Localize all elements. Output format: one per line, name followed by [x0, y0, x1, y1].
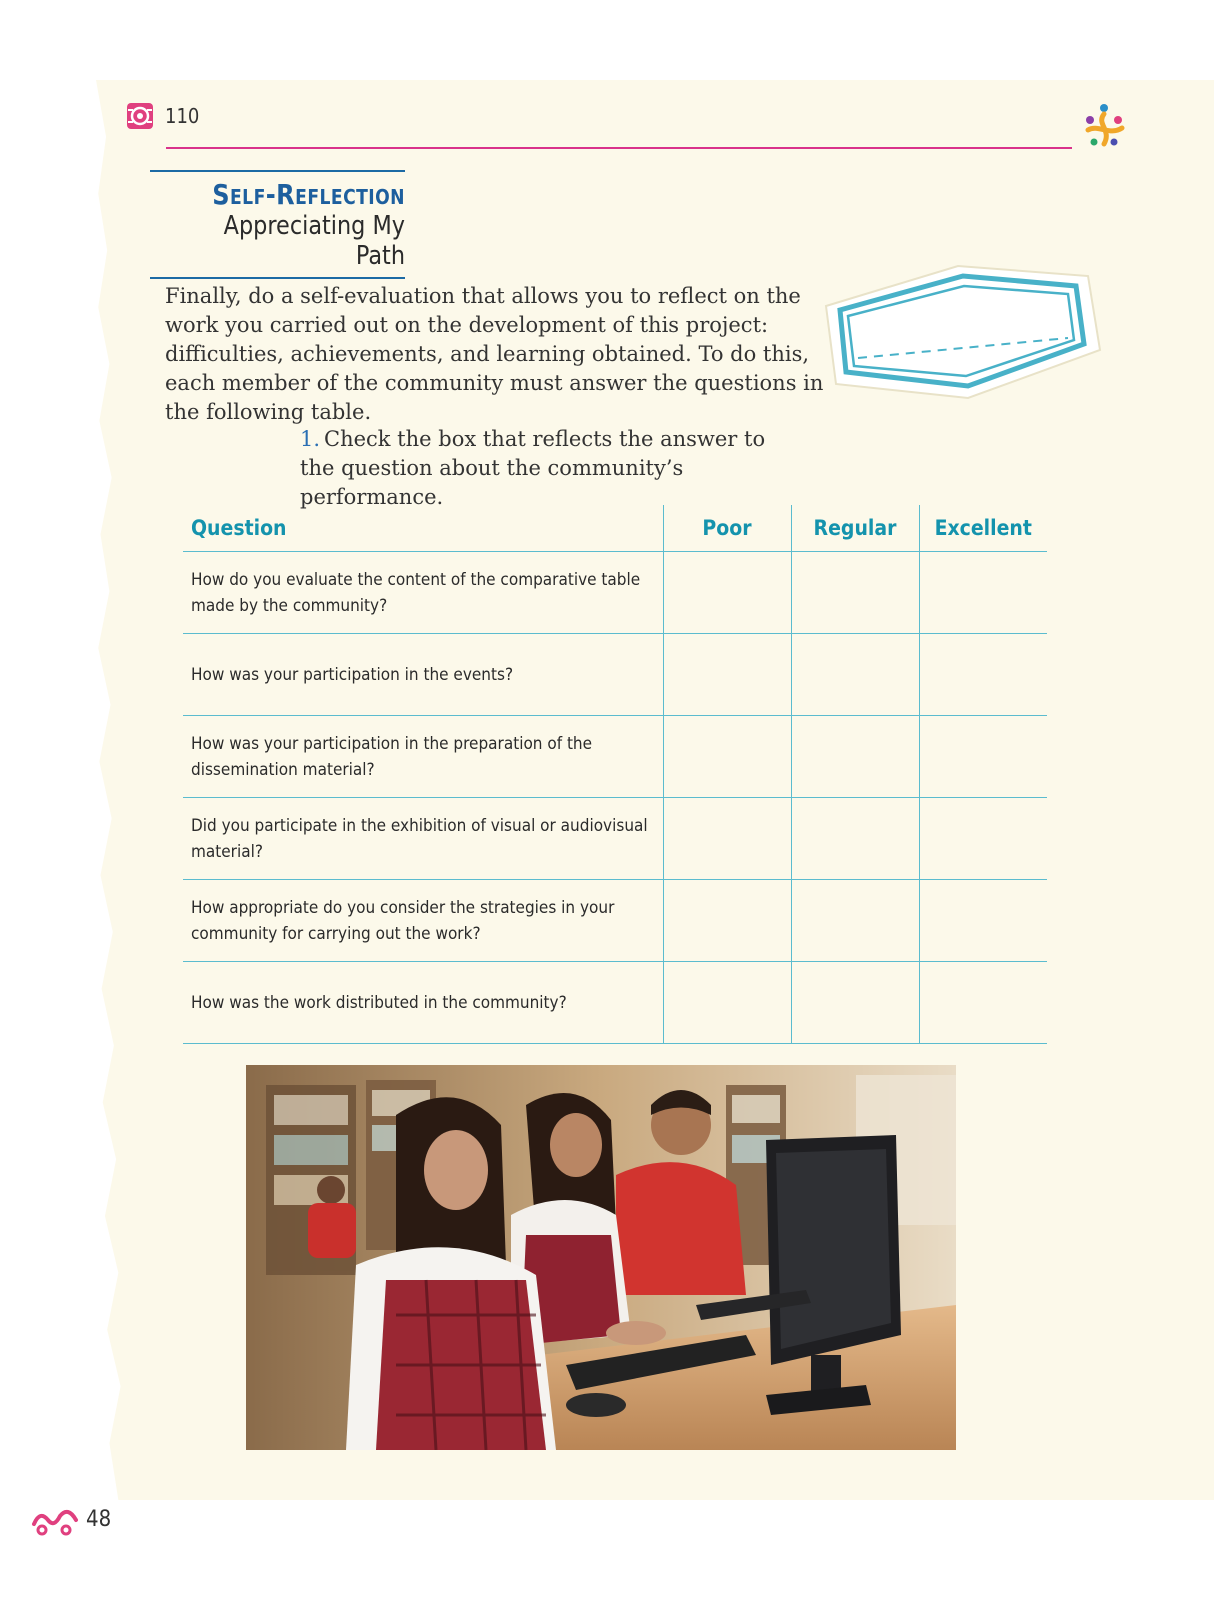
table-row — [183, 716, 1047, 798]
intro-paragraph: Finally, do a self-evaluation that allows you to reflect on the work you carried out on the development of this project: difficulties, achievements, and learning obtained. To do this, each member of the community must answer the questions in the following table. — [165, 284, 824, 424]
table-header-row — [183, 505, 1047, 552]
hexagon-sticker-icon — [818, 258, 1108, 408]
instruction-number: 1. — [300, 427, 321, 451]
header-excellent: Excellent — [919, 505, 1047, 552]
question-cell: How appropriate do you consider the strategies in your community for carrying out the work? — [183, 880, 663, 962]
regular-checkbox-cell[interactable] — [791, 798, 919, 880]
section-title-block — [150, 170, 405, 279]
self-evaluation-table — [183, 505, 1047, 1044]
question-cell: How was your participation in the preparation of the dissemination material? — [183, 716, 663, 798]
footer-ornament-icon — [30, 1506, 80, 1538]
excellent-checkbox-cell[interactable] — [919, 552, 1047, 634]
table-row — [183, 798, 1047, 880]
table-row — [183, 962, 1047, 1044]
header-regular: Regular — [791, 505, 919, 552]
table-row — [183, 552, 1047, 634]
excellent-checkbox-cell[interactable] — [919, 798, 1047, 880]
header-poor: Poor — [663, 505, 791, 552]
students-at-computers-photo — [246, 1065, 956, 1450]
question-cell: How was the work distributed in the community? — [183, 962, 663, 1044]
poor-checkbox-cell[interactable] — [663, 962, 791, 1044]
excellent-checkbox-cell[interactable] — [919, 716, 1047, 798]
question-cell: How was your participation in the events? — [183, 634, 663, 716]
regular-checkbox-cell[interactable] — [791, 716, 919, 798]
poor-checkbox-cell[interactable] — [663, 552, 791, 634]
poor-checkbox-cell[interactable] — [663, 880, 791, 962]
regular-checkbox-cell[interactable] — [791, 880, 919, 962]
poor-checkbox-cell[interactable] — [663, 634, 791, 716]
excellent-checkbox-cell[interactable] — [919, 880, 1047, 962]
page-number: 48 — [86, 1507, 112, 1532]
poor-checkbox-cell[interactable] — [663, 716, 791, 798]
table-row — [183, 634, 1047, 716]
title-top-rule — [150, 170, 405, 172]
title-bottom-rule — [150, 277, 405, 279]
question-cell: How do you evaluate the content of the comparative table made by the community? — [183, 552, 663, 634]
poor-checkbox-cell[interactable] — [663, 798, 791, 880]
regular-checkbox-cell[interactable] — [791, 634, 919, 716]
header-question: Question — [183, 505, 663, 552]
unit-number: 110 — [165, 104, 200, 128]
community-logo-icon — [1078, 100, 1130, 152]
table-row — [183, 880, 1047, 962]
excellent-checkbox-cell[interactable] — [919, 634, 1047, 716]
section-subtitle: Appreciating My Path — [223, 211, 405, 271]
instruction-item — [300, 425, 780, 512]
regular-checkbox-cell[interactable] — [791, 962, 919, 1044]
section-title: Self-Reflection — [212, 178, 405, 211]
instruction-text: Check the box that reflects the answer to the question about the community’s performance. — [300, 427, 766, 509]
excellent-checkbox-cell[interactable] — [919, 962, 1047, 1044]
unit-ornament-icon — [126, 102, 154, 130]
question-cell: Did you participate in the exhibition of visual or audiovisual material? — [183, 798, 663, 880]
header-divider — [166, 147, 1072, 149]
regular-checkbox-cell[interactable] — [791, 552, 919, 634]
